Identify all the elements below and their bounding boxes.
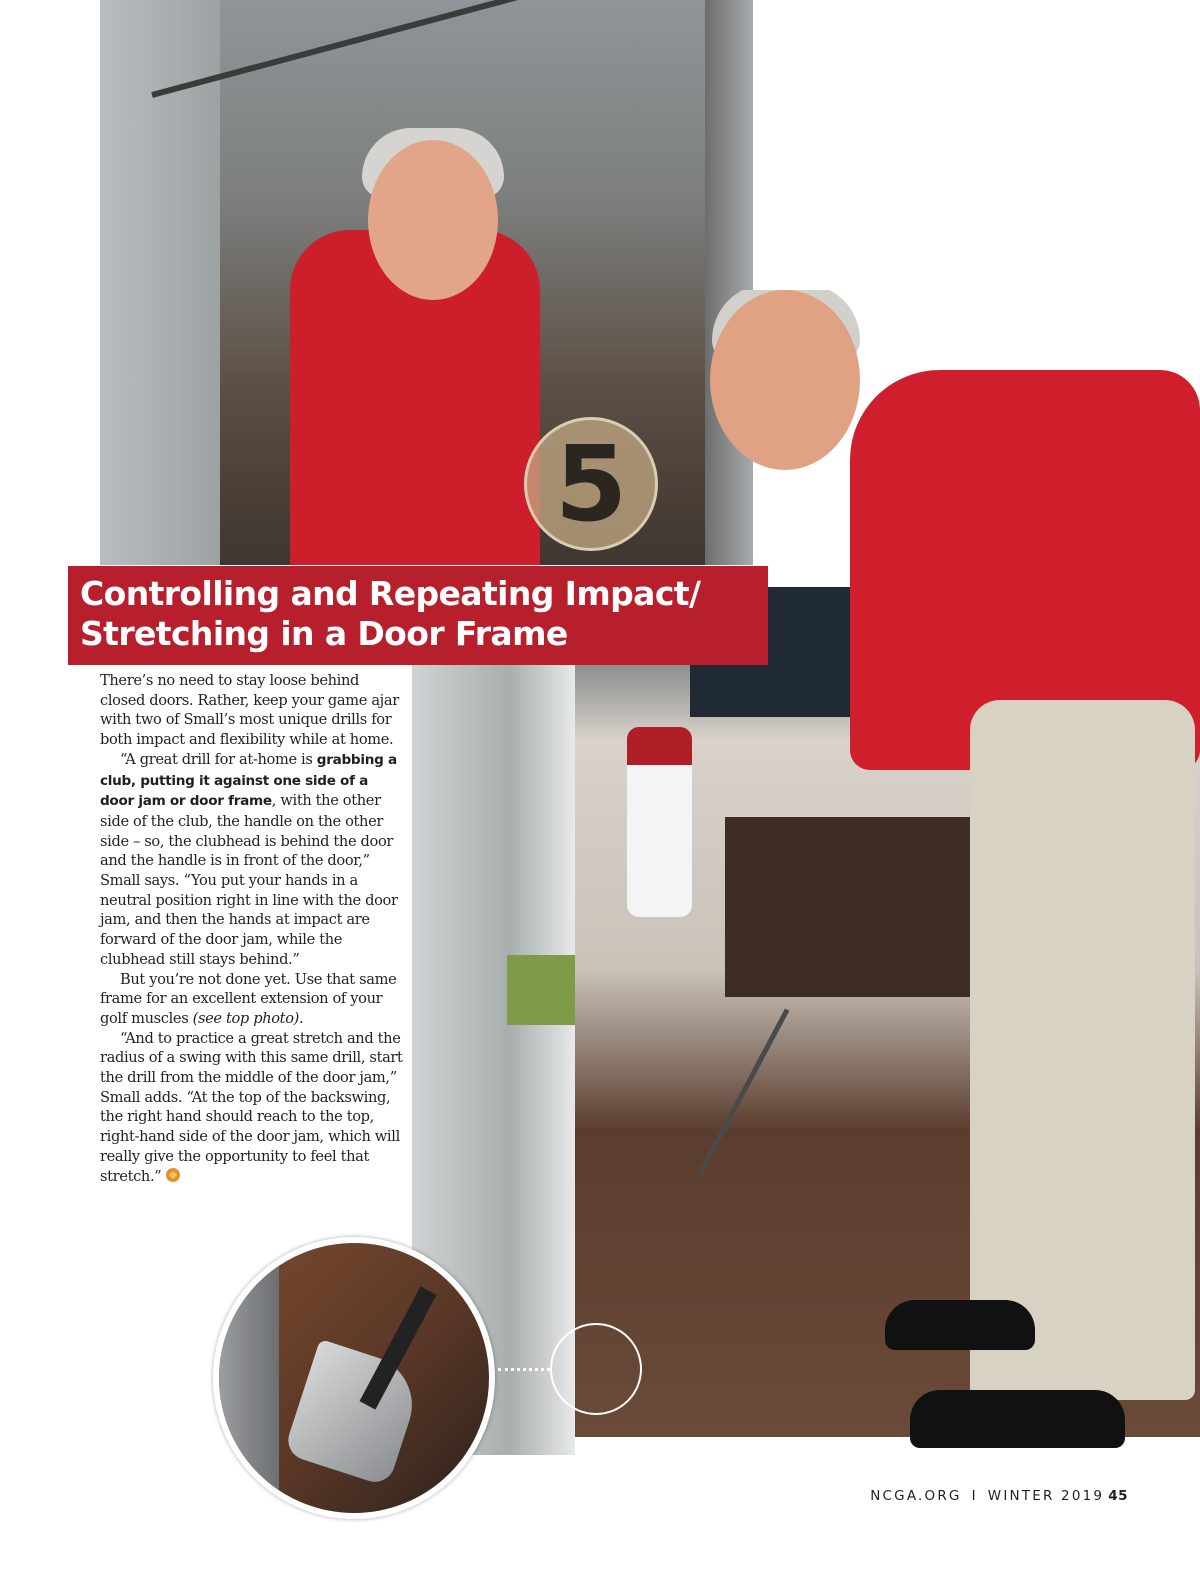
page-footer	[870, 1488, 1128, 1504]
headline-line-2: Stretching in a Door Frame	[80, 614, 568, 653]
paragraph-extension	[100, 970, 406, 1029]
callout-circle	[550, 1323, 642, 1415]
drill-number-badge: 5	[524, 417, 658, 551]
footer-separator: I	[971, 1488, 978, 1504]
door-frame-right	[705, 0, 753, 565]
paragraph-door-drill	[100, 750, 406, 970]
footer-site: NCGA.ORG	[870, 1488, 962, 1504]
article-body	[100, 671, 406, 1186]
right-photo-pro-shop	[575, 587, 1200, 1437]
headline-line-1: Controlling and Repeating Impact/	[80, 574, 701, 613]
door-frame-left	[100, 0, 220, 565]
paragraph-stretch	[100, 1029, 406, 1187]
iron-clubhead	[283, 1339, 425, 1487]
paragraph-text: “And to practice a great stretch and the radius of a swing with this same drill, start the drill from the middle of the door jam,” Small adds. “At the top of the backswing, the right hand should reach to the top, right-hand side of the door jam, which will really give the opportunity to feel that stretch.”	[100, 1029, 403, 1185]
bold-emphasis: grabbing a club, putting it against one side of a door jam or door frame	[100, 751, 397, 810]
putter-rack	[725, 817, 985, 997]
paragraph-text: , with the other side of the club, the handle on the other side – so, the clubhead is behind the door and the handle is in front of the door,” Small says. “You put your hands in a neutral position right in line with the door jam, and then the hands at impact are forward of the door jam, while the clubhead still stays behind.”	[100, 792, 398, 968]
photo-reference: (see top photo)	[192, 1009, 299, 1027]
paragraph-intro: There’s no need to stay loose behind closed doors. Rather, keep your game ajar with two of Small’s most unique drills for both impact and flexibility while at home.	[100, 672, 399, 749]
paragraph-text: But you’re not done yet. Use that same frame for an excellent extension of your golf muscles	[100, 970, 397, 1027]
page-number: 45	[1108, 1488, 1128, 1504]
inset-clubhead-closeup	[213, 1237, 495, 1519]
paragraph-text: .	[298, 1009, 304, 1027]
footer-issue: WINTER 2019	[987, 1488, 1105, 1504]
golfer-head	[368, 140, 498, 300]
golf-bag	[627, 727, 692, 917]
callout-connector	[498, 1368, 550, 1371]
headline	[80, 574, 770, 654]
door-frame	[219, 1243, 279, 1519]
ncga-end-mark-icon	[165, 1167, 181, 1183]
paragraph-text: “A great drill for at-home is	[120, 750, 317, 768]
outdoor-grass	[507, 955, 575, 1025]
